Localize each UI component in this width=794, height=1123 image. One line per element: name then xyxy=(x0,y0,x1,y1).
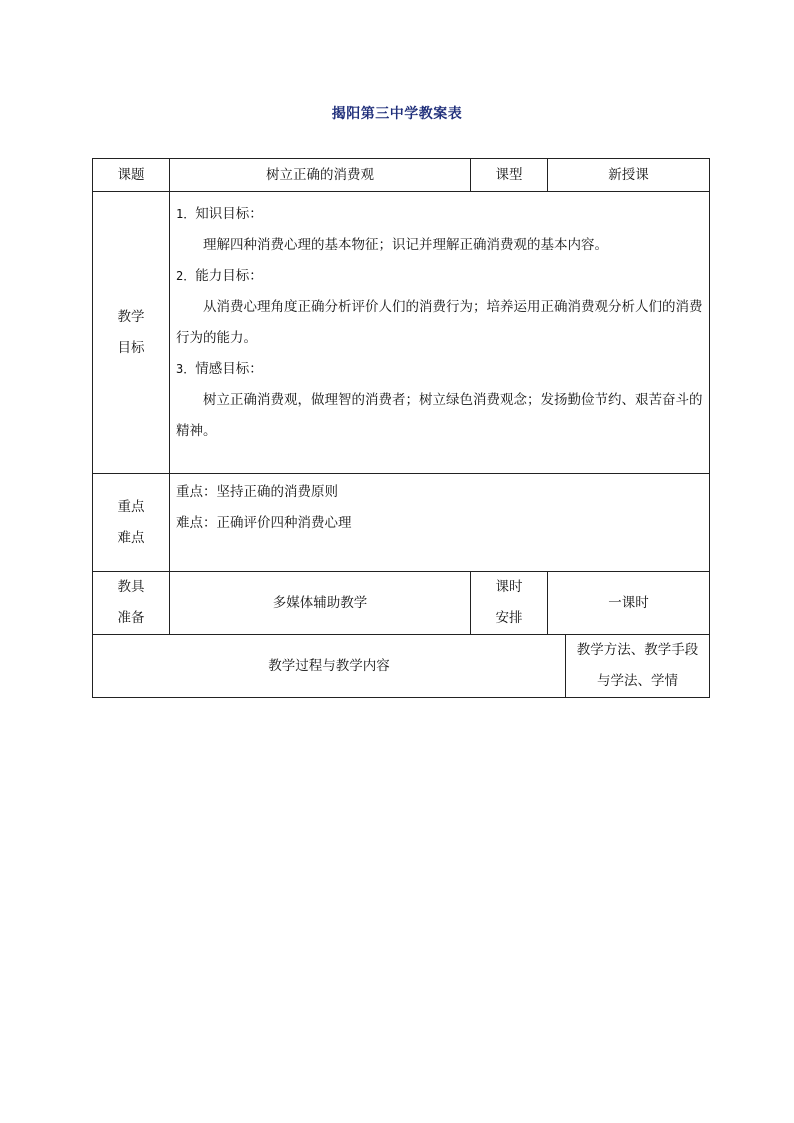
ability-heading xyxy=(176,261,703,292)
objectives-content xyxy=(170,192,710,474)
schedule-label-line2: 安排 xyxy=(495,610,523,626)
objectives-label-line2: 目标 xyxy=(117,339,145,356)
knowledge-body: 理解四种消费心理的基本物征；识记并理解正确消费观的基本内容。 xyxy=(203,237,608,253)
page-title: 揭阳第三中学教案表 xyxy=(331,106,463,122)
lesson-type-value: 新授课 xyxy=(548,159,710,192)
ability-body: 从消费心理角度正确分析评价人们的消费行为；培养运用正确消费观分析人们的消费行为的能力。 xyxy=(176,299,703,346)
resources-row xyxy=(93,572,710,635)
difficult-point: 难点：正确评价四种消费心理 xyxy=(176,515,352,531)
knowledge-title: 知识目标： xyxy=(195,206,263,222)
key-point: 重点：坚持正确的消费原则 xyxy=(176,484,338,500)
resources-label-line2: 准备 xyxy=(117,610,145,626)
keypoints-label xyxy=(93,474,170,572)
emotion-heading xyxy=(176,354,703,385)
knowledge-number: 1． xyxy=(176,207,196,221)
emotion-body: 树立正确消费观，做理智的消费者；树立绿色消费观念；发扬勤俭节约、艰苦奋斗的精神。 xyxy=(176,392,703,439)
keypoints-label-line2: 难点 xyxy=(117,529,145,546)
schedule-value: 一课时 xyxy=(548,572,710,635)
schedule-label-line1: 课时 xyxy=(495,579,523,595)
ability-number: 2． xyxy=(176,269,196,283)
process-header-row xyxy=(93,635,710,698)
keypoints-row xyxy=(93,474,710,572)
knowledge-heading xyxy=(176,199,703,230)
process-method-header xyxy=(566,635,710,698)
objectives-row xyxy=(93,192,710,474)
lesson-type-label: 课型 xyxy=(471,159,548,192)
resources-label xyxy=(93,572,170,635)
schedule-label xyxy=(471,572,548,635)
keypoints-content xyxy=(170,474,710,572)
topic-label: 课题 xyxy=(93,159,170,192)
topic-row xyxy=(93,159,710,192)
objectives-label-line1: 教学 xyxy=(117,308,145,325)
emotion-title: 情感目标： xyxy=(195,361,263,377)
resources-label-line1: 教具 xyxy=(117,579,145,595)
process-method-line2: 与学法、学情 xyxy=(597,673,678,689)
objectives-label xyxy=(93,192,170,474)
lesson-plan-table xyxy=(92,158,710,698)
topic-value: 树立正确的消费观 xyxy=(170,159,471,192)
ability-title: 能力目标： xyxy=(195,268,263,284)
process-content-header: 教学过程与教学内容 xyxy=(93,635,566,698)
process-method-line1: 教学方法、教学手段 xyxy=(576,642,699,658)
keypoints-label-line1: 重点 xyxy=(117,498,145,515)
emotion-number: 3． xyxy=(176,362,196,376)
resources-value: 多媒体辅助教学 xyxy=(170,572,471,635)
